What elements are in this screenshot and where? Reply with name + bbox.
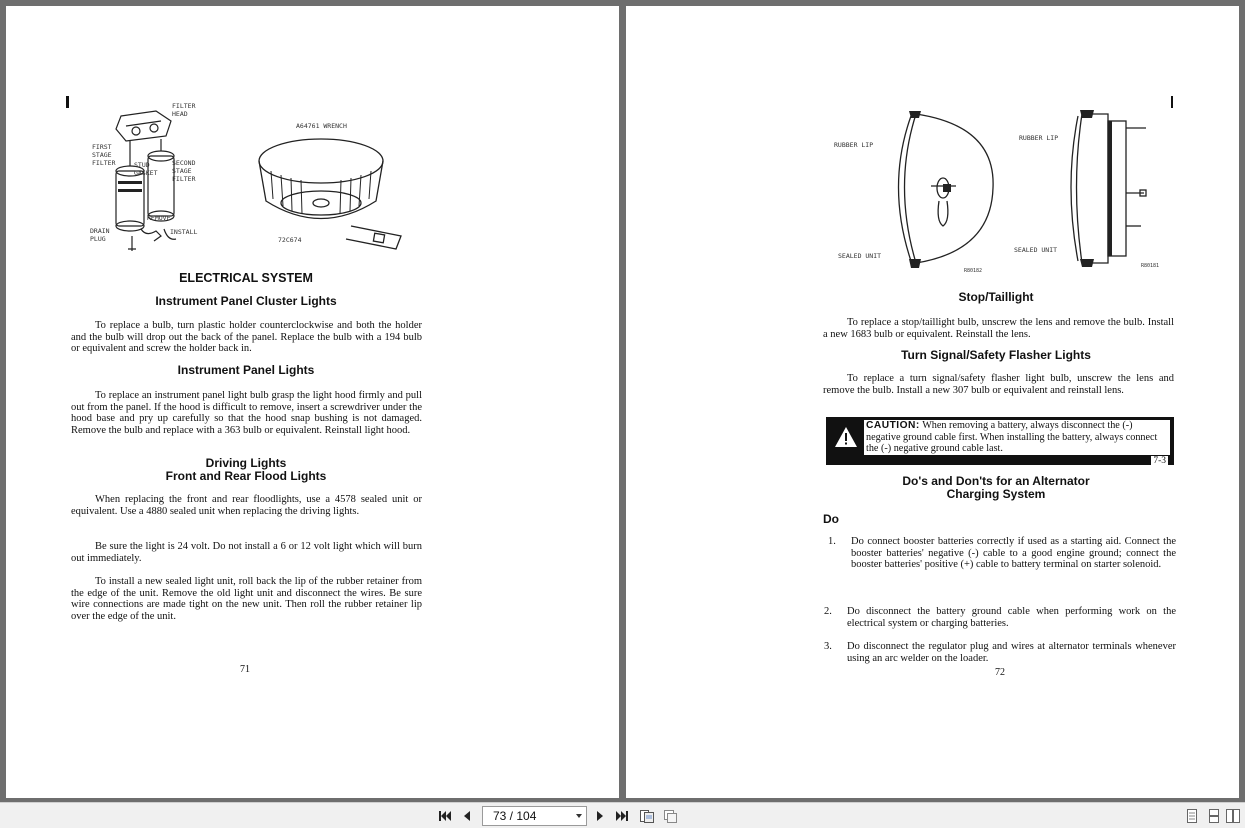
label-figure-code: R80182 [964,268,983,274]
label-drain-plug: DRAIN PLUG [90,227,110,243]
section-heading: Driving Lights [205,456,287,470]
page-title: ELECTRICAL SYSTEM [179,271,313,285]
next-page-button[interactable] [591,807,609,825]
page-indicator: 73 / 104 [493,809,537,823]
facing-view-button[interactable] [1225,807,1241,825]
label-first-stage-filter: FIRST STAGE FILTER [92,143,116,167]
section-paragraph: When replacing the front and rear floodlights, use a 4578 sealed unit or equivalent. Use a 4880 sealed unit when replacing the driving lights. [71,494,422,517]
wrench-illustration [251,131,411,256]
book-view-icon [639,808,655,824]
label-fig-code: 72C674 [278,236,302,244]
section-paragraph: To install a new sealed light unit, roll back the lip of the rubber retainer from the edge of the unit. Remove the old light unit and disconnect the wires. Be sure wire connections are made tight on the new unit. Then roll the rubber retainer lip over the edge of the unit. [71,576,422,622]
label-remove: REMOVE [147,214,171,222]
section-heading: Do's and Don'ts for an Alternator Charging System [902,474,1090,501]
single-page-view-button[interactable] [1183,807,1201,825]
list-item: Do disconnect the regulator plug and wires at alternator terminals whenever using an arc welder on the loader. [847,641,1176,664]
section-heading: Instrument Panel Lights [177,363,315,377]
list-item: Do connect booster batteries correctly if used as a starting aid. Connect the booster batteries' negative (-) cable to a good engine ground; connect the booster batteries' positive (+) cable to battery terminal on starter solenoid. [851,536,1176,571]
two-page-view-button[interactable] [638,807,656,825]
fit-page-icon [662,808,678,824]
first-page-icon [438,810,452,822]
previous-page-button[interactable] [458,807,476,825]
section-heading: Turn Signal/Safety Flasher Lights [901,348,1091,362]
warning-triangle-icon [834,426,858,448]
continuous-page-icon [1208,809,1220,823]
last-page-icon [615,810,629,822]
document-page-72 [626,6,1239,798]
page-edge-mark [66,96,69,108]
label-sealed-unit: SEALED UNIT [1014,246,1058,254]
list-number: 2. [824,606,832,617]
label-rubber-lip: RUBBER LIP [1019,134,1059,142]
viewer-toolbar [0,802,1245,828]
label-wrench: A64761 WRENCH [296,122,347,130]
section-heading: Instrument Panel Cluster Lights [155,294,337,308]
last-page-button[interactable] [613,807,631,825]
sealed-light-illustration [881,106,996,271]
do-label: Do [823,512,839,526]
chevron-down-icon [576,814,582,818]
fit-page-button[interactable] [661,807,679,825]
list-number: 3. [824,641,832,652]
section-heading: Stop/Taillight [958,290,1034,304]
facing-pages-icon [1226,809,1240,823]
section-paragraph: Be sure the light is 24 volt. Do not install a 6 or 12 volt light which will burn out immediately. [71,541,422,564]
stop-light-illustration [1066,106,1156,271]
list-number: 1. [828,536,836,547]
page-number: 71 [240,664,250,675]
section-paragraph: To replace a turn signal/safety flasher light bulb, unscrew the lens and remove the bulb. Install a new 307 bulb or equivalent and reinstall lens. [823,373,1174,396]
single-page-icon [1186,809,1198,823]
next-page-icon [595,810,605,822]
section-subheading: Front and Rear Flood Lights [165,469,327,483]
list-item: Do disconnect the battery ground cable when performing work on the electrical system or charging batteries. [847,606,1176,629]
label-filter-head: FILTER HEAD [172,102,196,118]
caution-box [826,417,1174,465]
label-figure-code: R80181 [1141,263,1160,269]
continuous-view-button[interactable] [1205,807,1223,825]
page-number: 72 [995,667,1005,678]
section-paragraph: To replace an instrument panel light bulb grasp the light hood firmly and pull out from the panel. If the hood is difficult to remove, insert a screwdriver under the hood base and pry up carefully so that the hood snap bushing is not damaged. Remove the bulb and replace with a 363 bulb or equivalent. Reinstall light hood. [71,390,422,436]
label-second-stage-filter: SECOND STAGE FILTER [172,159,196,183]
previous-page-icon [462,810,472,822]
caution-message: When removing a battery, always disconnect the (-) negative ground cable first. When installing the battery, always connect the (-) negative ground cable last. [866,420,1158,455]
section-paragraph: To replace a stop/taillight bulb, unscrew the lens and remove the bulb. Install a new 1683 bulb or equivalent. Reinstall the lens. [823,317,1174,340]
label-install: INSTALL [170,228,198,236]
label-rubber-lip: RUBBER LIP [834,141,874,149]
document-page-71 [6,6,619,798]
caution-text [864,420,1170,455]
label-stud-gasket: STUD GASKET [134,161,158,177]
label-sealed-unit: SEALED UNIT [838,252,882,260]
page-edge-mark [1171,96,1173,108]
caution-ref: 7-3 [1153,456,1166,466]
page-selector[interactable] [482,806,587,826]
caution-label: CAUTION: [866,420,920,431]
first-page-button[interactable] [436,807,454,825]
section-paragraph: To replace a bulb, turn plastic holder counterclockwise and both the holder and the bulb will drop out the back of the panel. Replace the bulb with a 194 bulb or equivalent and screw the holder back in. [71,320,422,355]
